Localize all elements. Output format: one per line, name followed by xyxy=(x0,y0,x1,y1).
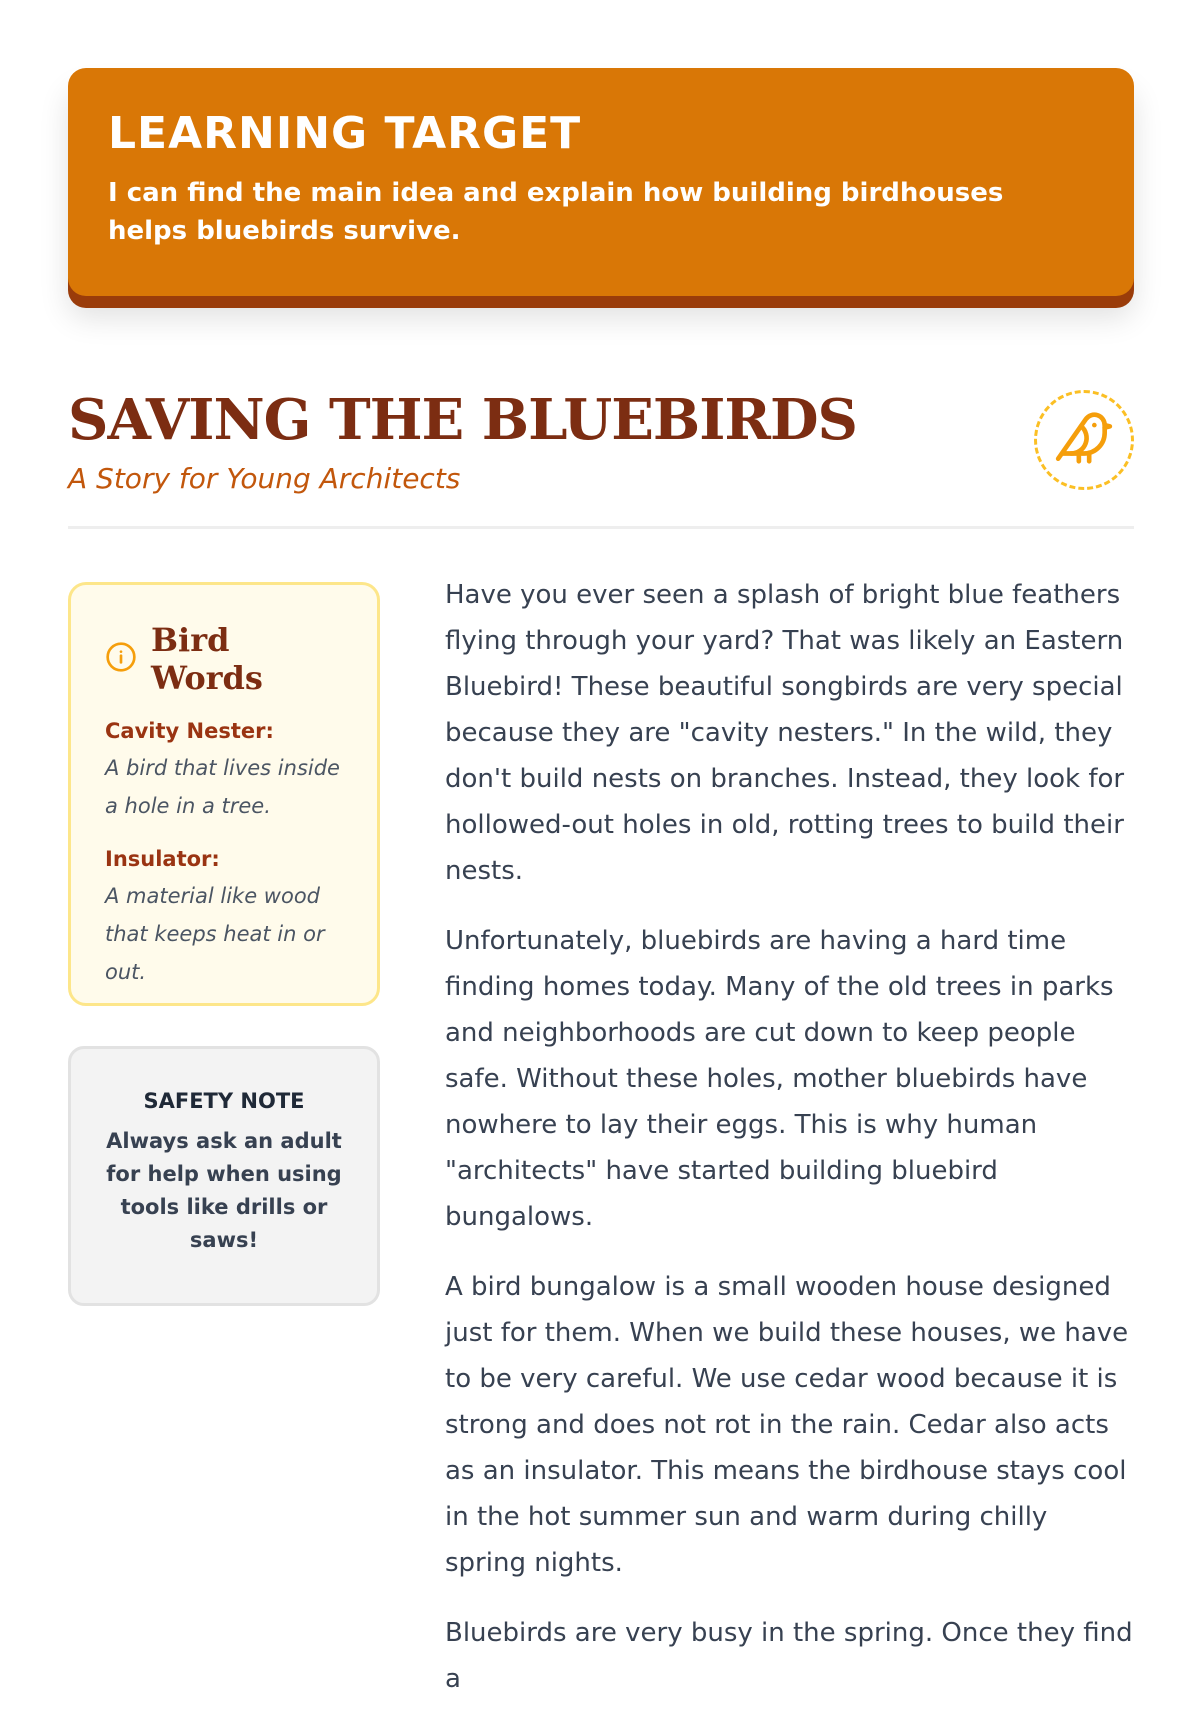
safety-note-box xyxy=(68,1046,380,1306)
sidebar xyxy=(68,582,380,1306)
page-subtitle: A Story for Young Architects xyxy=(68,462,461,495)
safety-note-text: Always ask an adult for help when using tools like drills or saws! xyxy=(106,1129,342,1252)
page xyxy=(68,68,1134,1694)
glossary-definition: A material like wood that keeps heat in or out. xyxy=(105,884,325,984)
glossary-term: Cavity Nester: xyxy=(105,719,274,743)
safety-note-title: SAFETY NOTE xyxy=(143,1089,305,1113)
article-paragraph: A bird bungalow is a small wooden house designed just for them. When we build these houses, we have to be very careful. We use cedar wood because it is strong and does not rot in the rain. Cedar also acts as an insulator. This means the birdhouse stays cool in the hot summer sun and warm during chilly spring nights. xyxy=(445,1272,1129,1578)
info-icon xyxy=(105,641,137,677)
article-paragraph: Bluebirds are very busy in the spring. Once they find a xyxy=(445,1618,1133,1694)
story-article xyxy=(445,572,1135,1726)
page-title: SAVING THE BLUEBIRDS xyxy=(68,387,857,453)
bird-icon xyxy=(1053,407,1115,473)
glossary-box xyxy=(68,582,380,1006)
glossary-term-item xyxy=(105,847,343,991)
glossary-definition: A bird that lives inside a hole in a tree. xyxy=(105,756,340,818)
learning-target-banner xyxy=(68,68,1134,296)
glossary-header xyxy=(105,621,343,697)
glossary-term: Insulator: xyxy=(105,847,220,871)
learning-target-title: LEARNING TARGET xyxy=(108,108,582,159)
bird-badge xyxy=(1034,390,1134,490)
learning-target-text: I can find the main idea and explain how building birdhouses helps bluebirds survive. xyxy=(108,178,1004,246)
article-paragraph: Have you ever seen a splash of bright blue feathers flying through your yard? That was likely an Eastern Bluebird! These beautiful songbirds are very special because they are "cavity nesters." In the wild, they don't build nests on branches. Instead, they look for hollowed-out holes in old, rotting trees to build their nests. xyxy=(445,580,1125,886)
article-paragraph: Unfortunately, bluebirds are having a hard time finding homes today. Many of the old trees in parks and neighborhoods are cut down to keep people safe. Without these holes, mother bluebirds have nowhere to lay their eggs. This is why human "architects" have started building bluebird bungalows. xyxy=(445,926,1114,1232)
story-header xyxy=(68,386,1134,529)
glossary-term-item xyxy=(105,719,343,825)
glossary-title: Bird Words xyxy=(151,621,263,697)
